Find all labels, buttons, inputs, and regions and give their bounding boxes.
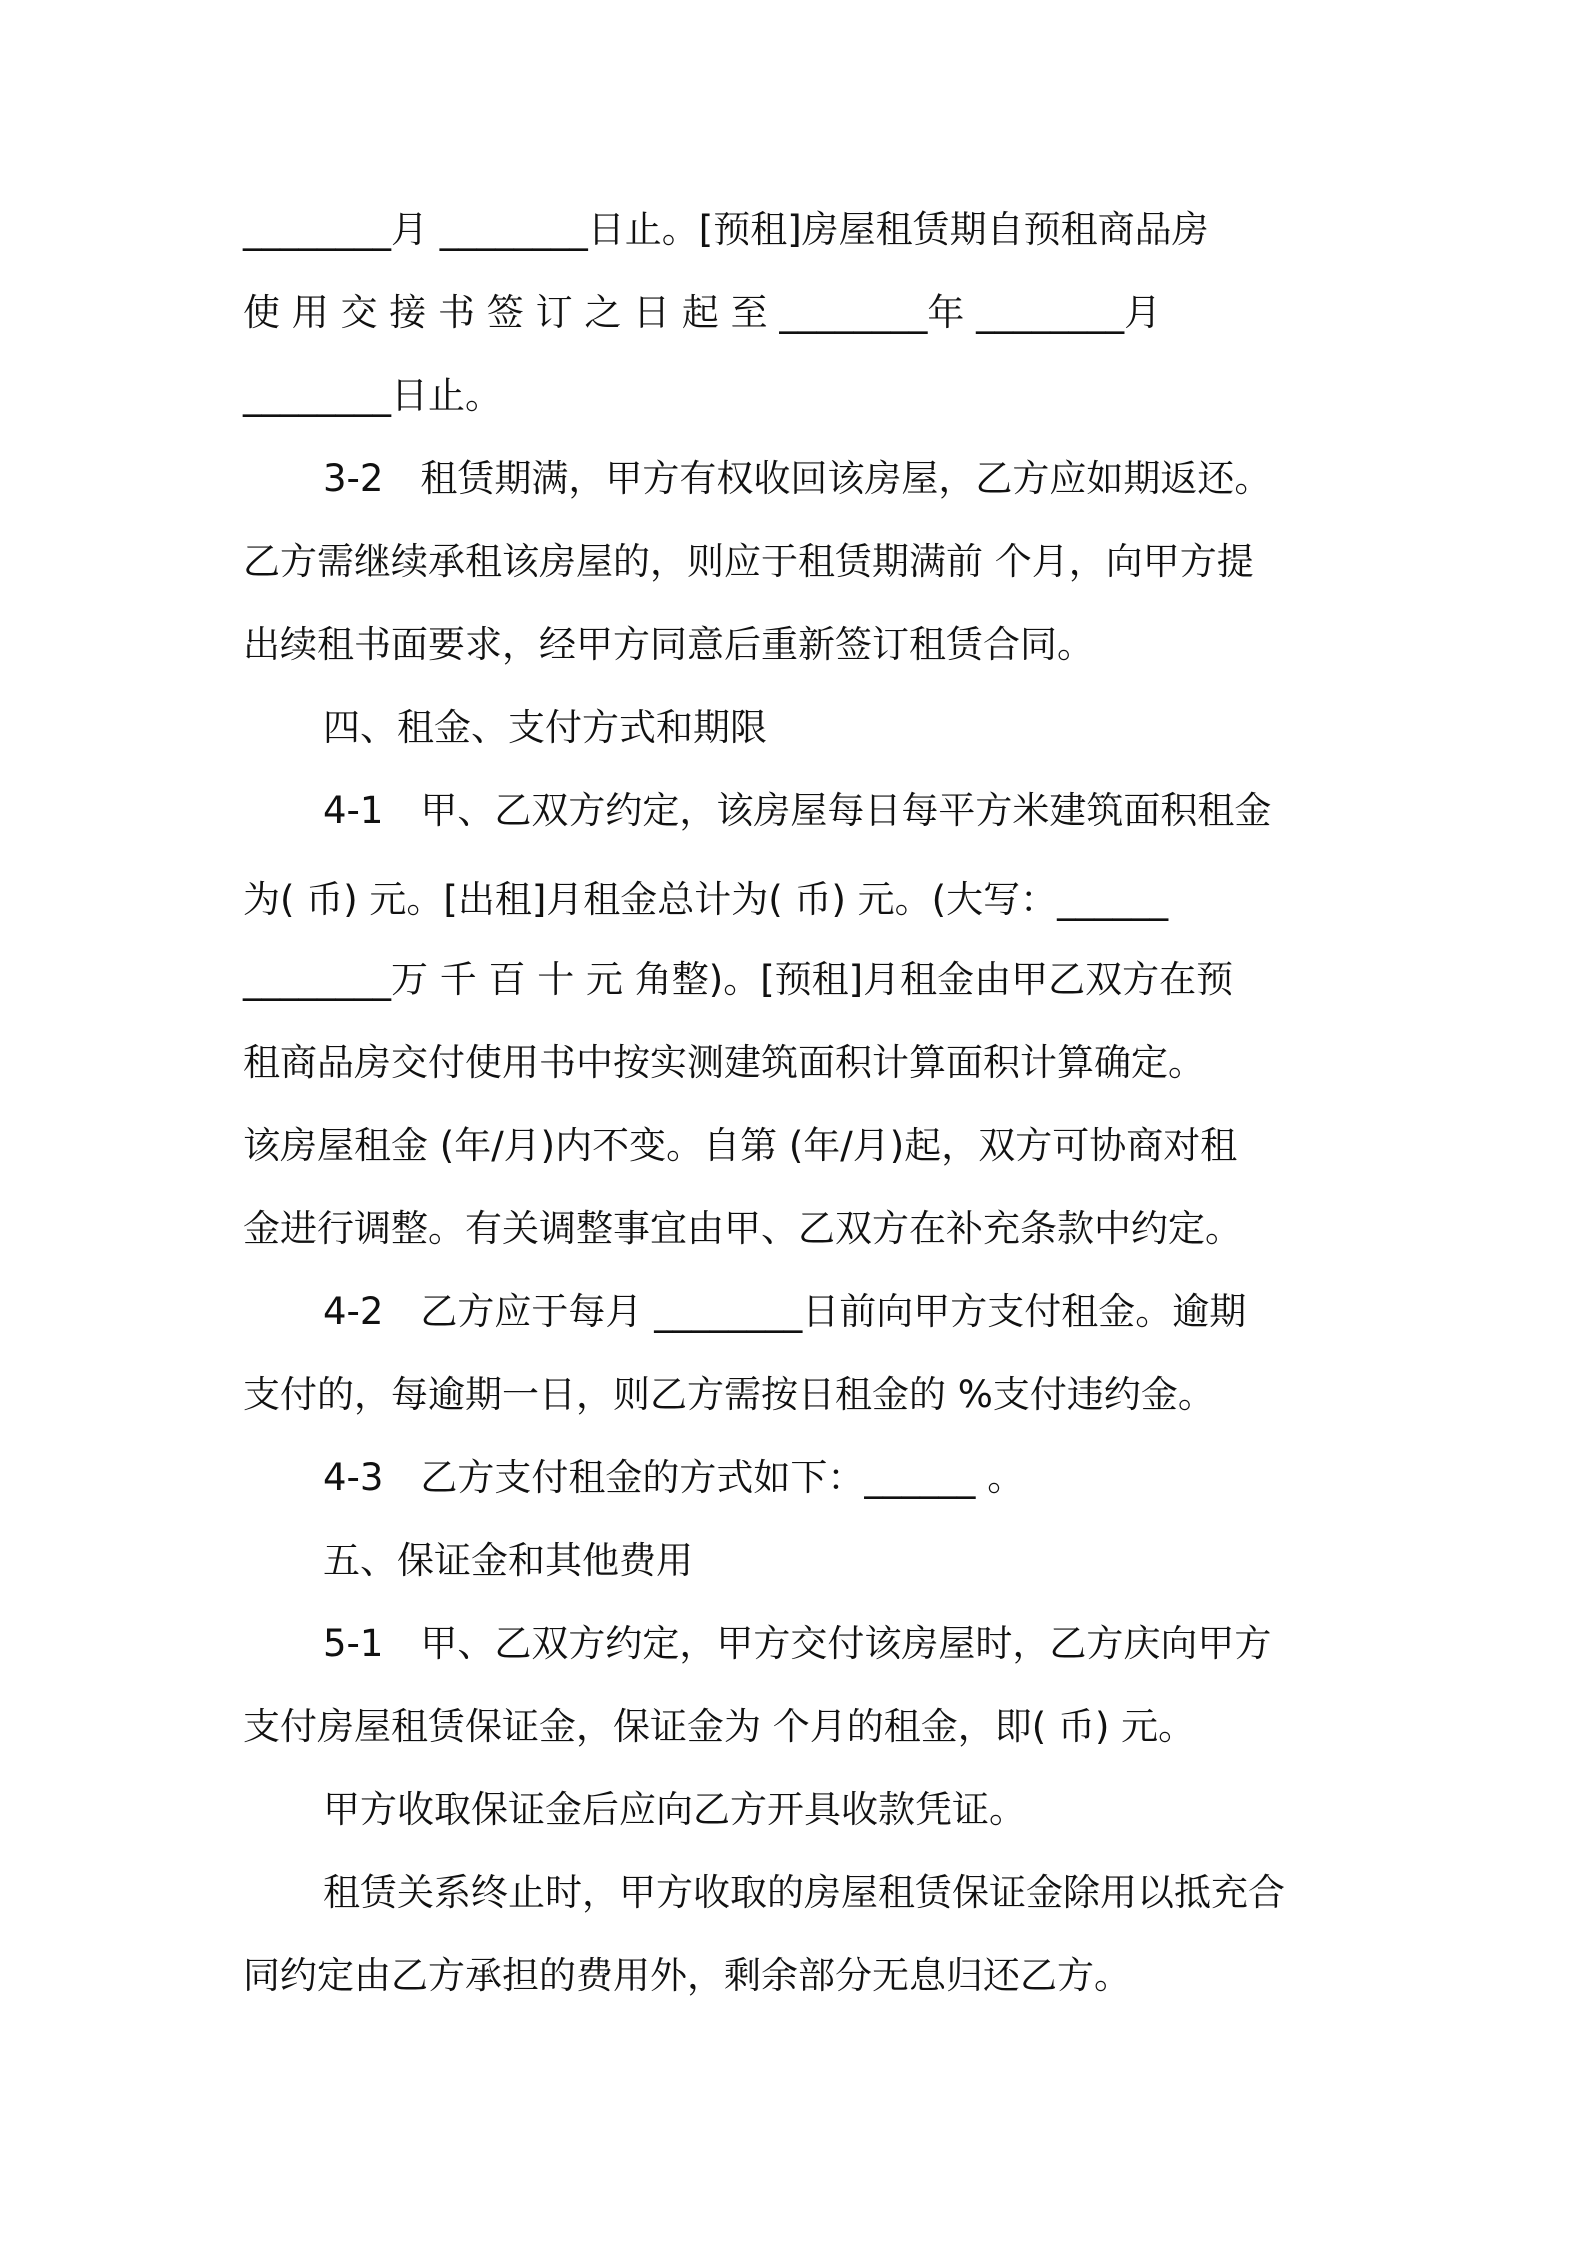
text-line: 同约定由乙方承担的费用外，剩余部分无息归还乙方。	[243, 1954, 1131, 1997]
text-line: 该房屋租金 (年/月)内不变。自第 (年/月)起，双方可协商对租	[243, 1124, 1238, 1167]
clause-4-2: 4-2 乙方应于每月 ________日前向甲方支付租金。逾期	[323, 1290, 1247, 1333]
text-line: ________万 千 百 十 元 角整)。[预租]月租金由甲乙双方在预	[243, 958, 1234, 1001]
text-line: 使 用 交 接 书 签 订 之 日 起 至 ________年 ________月	[243, 291, 1162, 334]
clause-4-1: 4-1 甲、乙双方约定，该房屋每日每平方米建筑面积租金	[323, 789, 1272, 832]
section-heading-4: 四、租金、支付方式和期限	[323, 706, 767, 749]
clause-5-1: 5-1 甲、乙双方约定，甲方交付该房屋时，乙方庆向甲方	[323, 1622, 1272, 1665]
text-line: 出续租书面要求，经甲方同意后重新签订租赁合同。	[243, 623, 1094, 666]
text-line: ________月 ________日止。[预租]房屋租赁期自预租商品房	[243, 208, 1209, 251]
text-line: 为( 币) 元。[出租]月租金总计为( 币) 元。(大写：______	[243, 878, 1169, 921]
text-line: 租赁关系终止时，甲方收取的房屋租赁保证金除用以抵充合	[323, 1871, 1285, 1914]
text-line: 乙方需继续承租该房屋的，则应于租赁期满前 个月，向甲方提	[243, 540, 1254, 583]
text-line: 支付房屋租赁保证金，保证金为 个月的租金，即( 币) 元。	[243, 1705, 1196, 1748]
section-heading-5: 五、保证金和其他费用	[323, 1539, 693, 1582]
clause-3-2: 3-2 租赁期满，甲方有权收回该房屋，乙方应如期返还。	[323, 457, 1272, 500]
text-line: ________日止。	[243, 374, 502, 417]
clause-4-3: 4-3 乙方支付租金的方式如下：______ 。	[323, 1456, 1025, 1499]
text-line: 甲方收取保证金后应向乙方开具收款凭证。	[323, 1788, 1026, 1831]
text-line: 租商品房交付使用书中按实测建筑面积计算面积计算确定。	[243, 1041, 1205, 1084]
text-line: 金进行调整。有关调整事宜由甲、乙双方在补充条款中约定。	[243, 1207, 1242, 1250]
text-line: 支付的，每逾期一日，则乙方需按日租金的 %支付违约金。	[243, 1373, 1215, 1416]
